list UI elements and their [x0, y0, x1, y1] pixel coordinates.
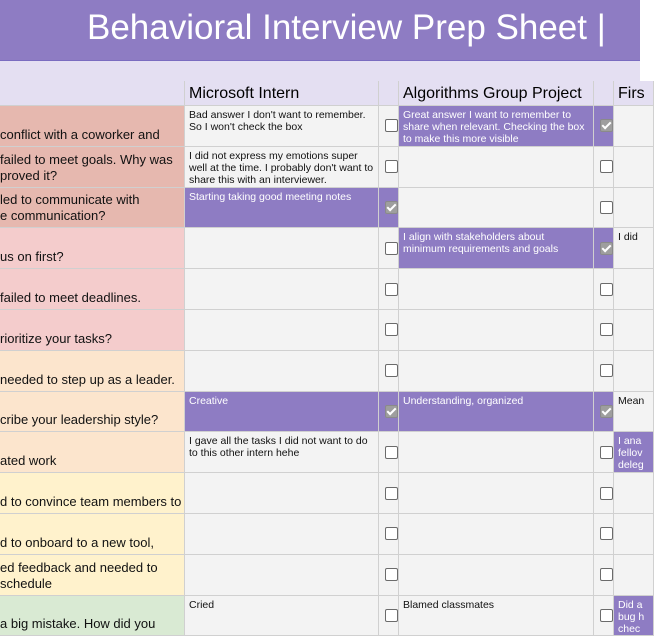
- answer-cell[interactable]: [399, 351, 594, 392]
- answer-cell[interactable]: I align with stakeholders about minimum requirements and goals: [399, 228, 594, 269]
- checkbox-unchecked[interactable]: [600, 568, 613, 581]
- checkbox-cell[interactable]: [594, 596, 614, 637]
- question-cell[interactable]: [0, 106, 185, 147]
- sheet-title: Behavioral Interview Prep Sheet |: [87, 8, 606, 47]
- checkbox-cell[interactable]: [594, 555, 614, 596]
- answer-cell[interactable]: Starting taking good meeting notes: [185, 188, 379, 229]
- answer-cell[interactable]: [185, 514, 379, 555]
- checkbox-cell[interactable]: [594, 310, 614, 351]
- checkbox-unchecked[interactable]: [600, 527, 613, 540]
- question-text: ed feedback and needed to schedule: [0, 559, 158, 591]
- answer-cell[interactable]: Did a bug h chec: [614, 596, 654, 637]
- answer-cell[interactable]: Mean: [614, 392, 654, 433]
- question-cell[interactable]: [0, 514, 185, 555]
- answer-cell[interactable]: [185, 351, 379, 392]
- checkbox-cell[interactable]: [379, 514, 399, 555]
- question-text: ated work: [0, 453, 57, 469]
- answer-cell[interactable]: [614, 147, 654, 188]
- checkbox-cell[interactable]: [379, 106, 399, 147]
- checkbox-unchecked[interactable]: [600, 364, 613, 377]
- answer-cell[interactable]: [399, 269, 594, 310]
- checkbox-unchecked[interactable]: [600, 446, 613, 459]
- checkbox-cell[interactable]: [379, 432, 399, 473]
- header-cell-algorithms-group-project[interactable]: Algorithms Group Project: [399, 81, 594, 106]
- question-cell[interactable]: [0, 596, 185, 637]
- question-cell[interactable]: [0, 147, 185, 188]
- checkbox-unchecked[interactable]: [385, 446, 398, 459]
- frozen-row-strip: [0, 60, 640, 81]
- answer-cell[interactable]: Bad answer I don't want to remember. So I won't check the box: [185, 106, 379, 147]
- checkbox-cell[interactable]: [379, 269, 399, 310]
- spreadsheet-grid: [0, 81, 645, 640]
- question-text: rioritize your tasks?: [0, 330, 112, 346]
- header-cell-microsoft-intern[interactable]: Microsoft Intern: [185, 81, 379, 106]
- answer-cell[interactable]: [185, 473, 379, 514]
- answer-cell[interactable]: [399, 147, 594, 188]
- checkbox-cell[interactable]: [594, 392, 614, 433]
- answer-cell[interactable]: [185, 555, 379, 596]
- checkbox-cell[interactable]: [594, 514, 614, 555]
- checkbox-unchecked[interactable]: [385, 609, 398, 622]
- checkbox-unchecked[interactable]: [600, 160, 613, 173]
- checkbox-cell[interactable]: [379, 228, 399, 269]
- checkbox-checked[interactable]: [600, 405, 613, 418]
- answer-cell[interactable]: Great answer I want to remember to share when relevant. Checking the box to make this more visible: [399, 106, 594, 147]
- answer-cell[interactable]: [614, 106, 654, 147]
- checkbox-unchecked[interactable]: [385, 283, 398, 296]
- answer-cell[interactable]: [614, 514, 654, 555]
- question-text: conflict with a coworker and: [0, 126, 160, 142]
- question-text: led to communicate with e communication?: [0, 192, 140, 224]
- question-cell[interactable]: [0, 555, 185, 596]
- checkbox-cell[interactable]: [594, 228, 614, 269]
- question-cell[interactable]: [0, 269, 185, 310]
- checkbox-cell[interactable]: [379, 351, 399, 392]
- checkbox-cell[interactable]: [594, 106, 614, 147]
- answer-cell[interactable]: [614, 351, 654, 392]
- answer-cell[interactable]: Creative: [185, 392, 379, 433]
- checkbox-cell[interactable]: [379, 555, 399, 596]
- question-text: cribe your leadership style?: [0, 412, 159, 428]
- checkbox-cell[interactable]: [594, 432, 614, 473]
- header-cell-check-1[interactable]: [379, 81, 399, 106]
- checkbox-unchecked[interactable]: [385, 487, 398, 500]
- question-text: d to onboard to a new tool,: [0, 534, 154, 550]
- checkbox-cell[interactable]: [379, 147, 399, 188]
- checkbox-unchecked[interactable]: [385, 160, 398, 173]
- checkbox-checked[interactable]: [600, 242, 613, 255]
- answer-cell[interactable]: I did not express my emotions super well at the time. I probably don't want to share this with an interviewer.: [185, 147, 379, 188]
- answer-cell[interactable]: [614, 555, 654, 596]
- checkbox-unchecked[interactable]: [385, 242, 398, 255]
- question-cell[interactable]: [0, 473, 185, 514]
- answer-cell[interactable]: [185, 310, 379, 351]
- checkbox-unchecked[interactable]: [385, 364, 398, 377]
- answer-cell[interactable]: [399, 310, 594, 351]
- question-text: needed to step up as a leader.: [0, 371, 175, 387]
- answer-cell[interactable]: [399, 188, 594, 229]
- answer-cell[interactable]: [614, 473, 654, 514]
- question-text: failed to meet goals. Why was proved it?: [0, 151, 173, 183]
- checkbox-checked[interactable]: [385, 201, 398, 214]
- question-cell[interactable]: [0, 188, 185, 229]
- checkbox-cell[interactable]: [594, 147, 614, 188]
- checkbox-cell[interactable]: [594, 351, 614, 392]
- checkbox-unchecked[interactable]: [600, 487, 613, 500]
- checkbox-cell[interactable]: [379, 188, 399, 229]
- question-text: us on first?: [0, 249, 64, 265]
- answer-cell[interactable]: [614, 310, 654, 351]
- checkbox-checked[interactable]: [600, 119, 613, 132]
- checkbox-unchecked[interactable]: [600, 201, 613, 214]
- question-cell[interactable]: [0, 392, 185, 433]
- header-cell-first[interactable]: Firs: [614, 81, 654, 106]
- checkbox-cell[interactable]: [379, 473, 399, 514]
- checkbox-unchecked[interactable]: [385, 568, 398, 581]
- checkbox-unchecked[interactable]: [600, 609, 613, 622]
- question-text: failed to meet deadlines.: [0, 289, 141, 305]
- checkbox-cell[interactable]: [379, 596, 399, 637]
- checkbox-checked[interactable]: [385, 405, 398, 418]
- question-cell[interactable]: [0, 432, 185, 473]
- answer-cell[interactable]: I gave all the tasks I did not want to do to this other intern hehe: [185, 432, 379, 473]
- sheet-banner: [0, 0, 640, 60]
- checkbox-cell[interactable]: [594, 473, 614, 514]
- header-cell-questions[interactable]: [0, 81, 185, 106]
- question-text: a big mistake. How did you: [0, 616, 156, 632]
- checkbox-unchecked[interactable]: [600, 283, 613, 296]
- question-cell[interactable]: [0, 228, 185, 269]
- question-cell[interactable]: [0, 310, 185, 351]
- checkbox-unchecked[interactable]: [600, 323, 613, 336]
- checkbox-cell[interactable]: [379, 392, 399, 433]
- answer-cell[interactable]: [399, 432, 594, 473]
- question-cell[interactable]: [0, 351, 185, 392]
- answer-cell[interactable]: [185, 269, 379, 310]
- question-text: d to convince team members to: [0, 493, 182, 509]
- answer-cell[interactable]: Understanding, organized: [399, 392, 594, 433]
- checkbox-unchecked[interactable]: [385, 527, 398, 540]
- answer-cell[interactable]: Cried: [185, 596, 379, 637]
- checkbox-cell[interactable]: [594, 269, 614, 310]
- answer-cell[interactable]: [614, 269, 654, 310]
- answer-cell[interactable]: [185, 228, 379, 269]
- header-cell-check-2[interactable]: [594, 81, 614, 106]
- answer-cell[interactable]: I did: [614, 228, 654, 269]
- checkbox-unchecked[interactable]: [385, 323, 398, 336]
- checkbox-unchecked[interactable]: [385, 119, 398, 132]
- checkbox-cell[interactable]: [594, 188, 614, 229]
- answer-cell[interactable]: Blamed classmates: [399, 596, 594, 637]
- answer-cell[interactable]: I ana fellov deleg: [614, 432, 654, 473]
- answer-cell[interactable]: [399, 514, 594, 555]
- answer-cell[interactable]: [614, 188, 654, 229]
- answer-cell[interactable]: [399, 473, 594, 514]
- checkbox-cell[interactable]: [379, 310, 399, 351]
- answer-cell[interactable]: [399, 555, 594, 596]
